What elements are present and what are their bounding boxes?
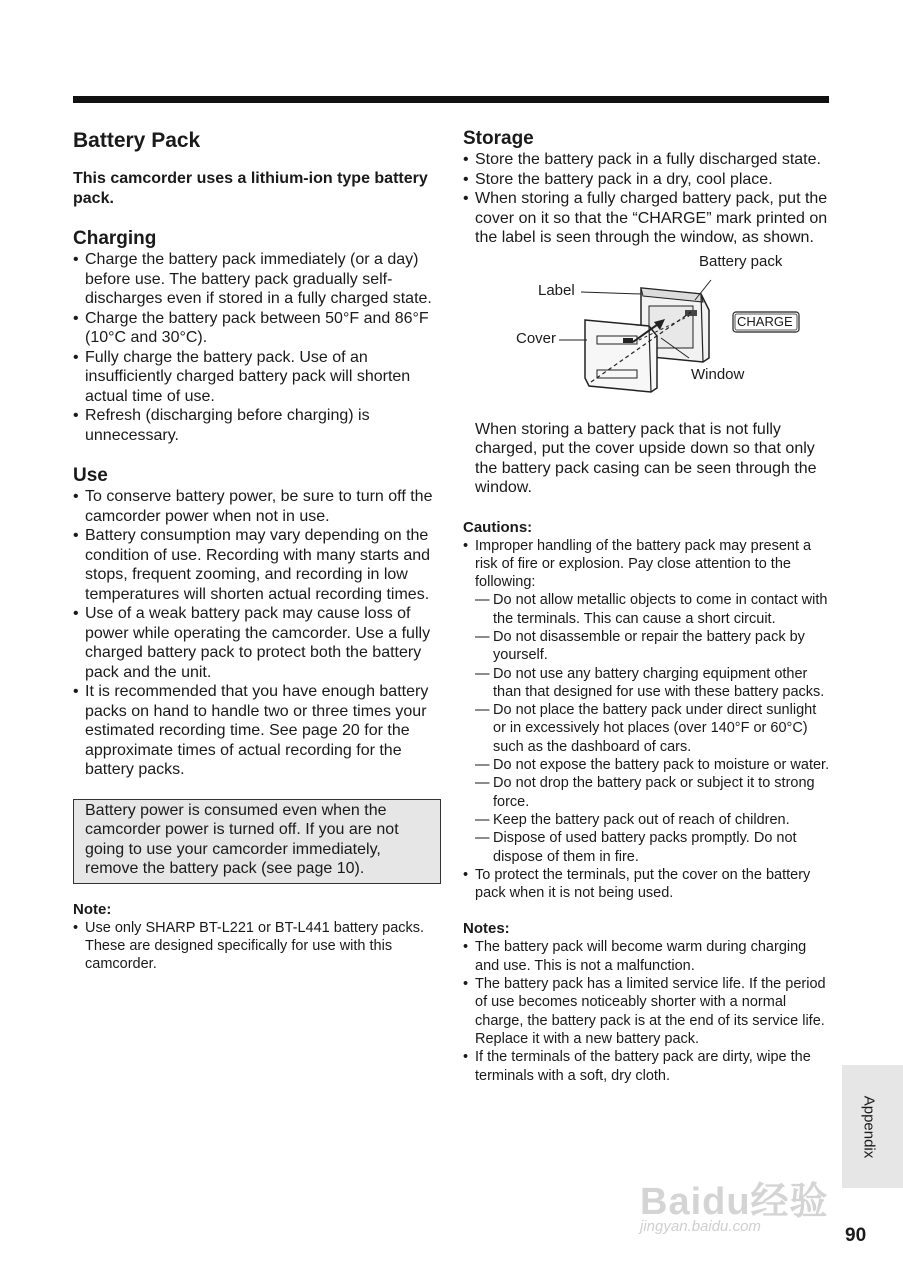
list-item: • To protect the terminals, put the cover on the battery pack when it is not being used. [463,866,833,903]
watermark-url: jingyan.baidu.com [640,1218,761,1235]
dash-item: — Keep the battery pack out of reach of children. [475,811,833,829]
cautions-heading: Cautions: [463,518,533,536]
storage-upside-down-text: When storing a battery pack that is not fully charged, put the cover upside down so that only the battery pack casing can be seen through the window. [475,420,817,496]
appendix-tab-label: Appendix [860,1095,878,1159]
figure-label-window: Window [691,365,745,383]
notes-heading: Notes: [463,920,510,938]
cautions-intro: Improper handling of the battery pack may present a risk of fire or explosion. Pay close attention to the following: [475,537,812,591]
left-column [73,128,441,973]
list-item [463,537,833,866]
list-item: • It is recommended that you have enough battery packs on hand to handle two or three times your estimated recording time. See page 20 for the approximate times of actual recording for the battery packs. [73,682,441,780]
right-column [463,128,833,1085]
dash-item: — Do not disassemble or repair the battery pack by yourself. [475,628,833,665]
list-item: • Charge the battery pack between 50°F and 86°F (10°C and 30°C). [73,309,441,348]
intro-text: This camcorder uses a lithium-ion type battery pack. [73,170,428,207]
list-item: • Store the battery pack in a fully discharged state. [463,150,833,170]
dash-item: — Do not drop the battery pack or subject it to strong force. [475,774,833,811]
list-item: • To conserve battery power, be sure to turn off the camcorder power when not in use. [73,487,441,526]
list-item: • Store the battery pack in a dry, cool place. [463,170,833,190]
section-title: Battery Pack [73,129,201,152]
charging-heading: Charging [73,228,157,249]
list-item: • If the terminals of the battery pack are dirty, wipe the terminals with a soft, dry cloth. [463,1048,833,1085]
figure-label-charge: CHARGE [737,313,793,329]
list-item: • Battery consumption may vary depending on the condition of use. Recording with many starts and stops, frequent zooming, and recording in low temperatures will shorten actual recording times. [73,526,441,604]
cautions-dash-list [475,591,833,865]
note-heading: Note: [73,900,112,918]
dash-item: — Dispose of used battery packs promptly. Do not dispose of them in fire. [475,829,833,866]
list-item: • When storing a fully charged battery pack, put the cover on it so that the “CHARGE” mark printed on the label is seen through the window, as shown. [463,189,833,248]
charging-list [73,250,441,445]
list-item: • Use only SHARP BT-L221 or BT-L441 battery packs. These are designed specifically for use with this camcorder. [73,919,441,974]
cautions-list [463,537,833,903]
list-item: • Fully charge the battery pack. Use of an insufficiently charged battery pack will shorten actual time of use. [73,348,441,407]
use-list [73,487,441,780]
watermark-logo: Baidu经验 [640,1181,829,1223]
storage-list [463,150,833,248]
dash-item: — Do not use any battery charging equipment other than that designed for use with these battery packs. [475,665,833,702]
list-item: • Use of a weak battery pack may cause loss of power while operating the camcorder. Use a fully charged battery pack to protect both the battery pack and the unit. [73,604,441,682]
battery-cover-figure [463,250,833,420]
use-heading: Use [73,465,108,486]
list-item: • Charge the battery pack immediately (or a day) before use. The battery pack gradually self-discharges even if stored in a fully charged state. [73,250,441,309]
figure-label-battery-pack: Battery pack [699,252,783,270]
top-rule [73,96,829,103]
storage-heading: Storage [463,128,534,149]
notes-list [463,938,833,1084]
list-item: • The battery pack has a limited service life. If the period of use becomes noticeably shorter with a normal charge, the battery pack is at the end of its service life. Replace it with a new battery pack. [463,975,833,1048]
figure-label-cover: Cover [516,329,557,347]
figure-label-label: Label [538,281,575,299]
list-item: • Refresh (discharging before charging) is unnecessary. [73,406,441,445]
dash-item: — Do not place the battery pack under direct sunlight or in excessively hot places (over 140°F or 60°C) such as the dashboard of cars. [475,701,833,756]
list-item: • The battery pack will become warm during charging and use. This is not a malfunction. [463,938,833,975]
power-note-box: Battery power is consumed even when the camcorder power is turned off. If you are not going to use your camcorder immediately, remove the battery pack (see page 10). [73,799,441,884]
page-number: 90 [845,1225,867,1246]
dash-item: — Do not allow metallic objects to come in contact with the terminals. This can cause a short circuit. [475,591,833,628]
note-list [73,919,441,974]
dash-item: — Do not expose the battery pack to moisture or water. [475,756,833,774]
